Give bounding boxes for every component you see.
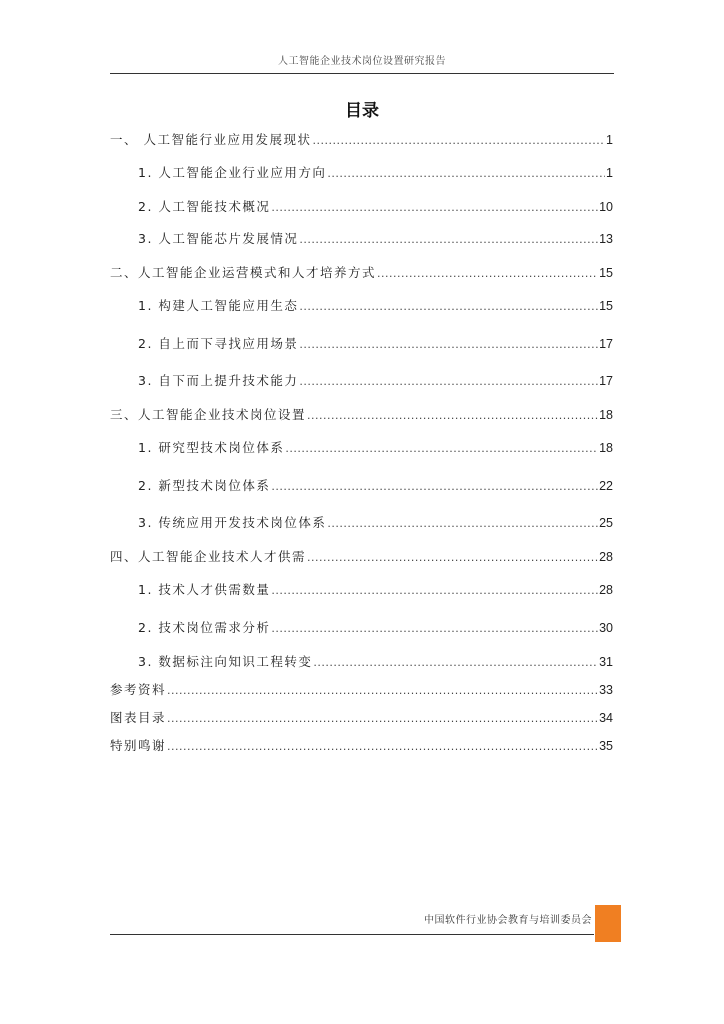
toc-entry-section-1-2[interactable] bbox=[138, 198, 613, 216]
toc-dot-leader bbox=[327, 165, 605, 183]
toc-entry-page: 1 bbox=[606, 166, 613, 180]
toc-entry-page: 15 bbox=[599, 299, 613, 313]
toc-entry-label: 2. 新型技术岗位体系 bbox=[138, 478, 271, 493]
toc-dot-leader bbox=[377, 265, 598, 283]
toc-entry-label: 图表目录 bbox=[110, 710, 167, 725]
toc-dot-leader bbox=[307, 549, 598, 567]
footer-divider bbox=[110, 934, 594, 935]
toc-dot-leader bbox=[271, 582, 598, 600]
toc-entry-page: 33 bbox=[599, 683, 613, 697]
toc-dot-leader bbox=[327, 515, 598, 533]
toc-entry-page: 28 bbox=[599, 550, 613, 564]
toc-entry-page: 18 bbox=[599, 408, 613, 422]
toc-entry-page: 22 bbox=[599, 479, 613, 493]
toc-entry-chapter-1[interactable] bbox=[110, 131, 613, 149]
toc-entry-label: 一、 人工智能行业应用发展现状 bbox=[110, 132, 312, 147]
toc-entry-label: 3. 人工智能芯片发展情况 bbox=[138, 231, 299, 246]
toc-entry-page: 17 bbox=[599, 374, 613, 388]
toc-entry-references[interactable] bbox=[110, 681, 613, 699]
toc-entry-section-2-2[interactable] bbox=[138, 335, 613, 353]
toc-entry-section-1-1[interactable] bbox=[138, 164, 613, 182]
toc-entry-section-2-3[interactable] bbox=[138, 372, 613, 390]
toc-dot-leader bbox=[299, 298, 598, 316]
toc-entry-section-2-1[interactable] bbox=[138, 297, 613, 315]
toc-entry-label: 3. 自下而上提升技术能力 bbox=[138, 373, 299, 388]
toc-entry-page: 15 bbox=[599, 266, 613, 280]
toc-dot-leader bbox=[299, 231, 598, 249]
toc-entry-section-4-2[interactable] bbox=[138, 619, 613, 637]
toc-title: 目录 bbox=[345, 101, 379, 121]
toc-entry-label: 1. 构建人工智能应用生态 bbox=[138, 298, 299, 313]
toc-dot-leader bbox=[307, 407, 598, 425]
page-header-title: 人工智能企业技术岗位设置研究报告 bbox=[278, 56, 446, 67]
toc-entry-section-3-3[interactable] bbox=[138, 514, 613, 532]
toc-dot-leader bbox=[167, 710, 598, 728]
toc-entry-label: 2. 自上而下寻找应用场景 bbox=[138, 336, 299, 351]
toc-dot-leader bbox=[299, 336, 598, 354]
toc-entry-page: 31 bbox=[599, 655, 613, 669]
toc-dot-leader bbox=[285, 440, 598, 458]
footer-accent-block bbox=[595, 905, 621, 942]
toc-entry-chapter-4[interactable] bbox=[110, 548, 613, 566]
toc-entry-page: 34 bbox=[599, 711, 613, 725]
toc-entry-page: 25 bbox=[599, 516, 613, 530]
toc-entry-label: 1. 人工智能企业行业应用方向 bbox=[138, 165, 327, 180]
toc-entry-label: 三、人工智能企业技术岗位设置 bbox=[110, 407, 307, 422]
toc-dot-leader bbox=[167, 738, 598, 756]
toc-dot-leader bbox=[167, 682, 598, 700]
toc-entry-label: 特别鸣谢 bbox=[110, 738, 167, 753]
toc-entry-label: 3. 数据标注向知识工程转变 bbox=[138, 654, 313, 669]
toc-entry-page: 13 bbox=[599, 232, 613, 246]
toc-entry-page: 30 bbox=[599, 621, 613, 635]
toc-entry-page: 18 bbox=[599, 441, 613, 455]
toc-entry-section-3-1[interactable] bbox=[138, 439, 613, 457]
toc-dot-leader bbox=[271, 199, 598, 217]
toc-dot-leader bbox=[312, 132, 605, 150]
toc-dot-leader bbox=[271, 620, 598, 638]
toc-entry-label: 二、人工智能企业运营模式和人才培养方式 bbox=[110, 265, 377, 280]
toc-entry-label: 2. 技术岗位需求分析 bbox=[138, 620, 271, 635]
toc-entry-section-3-2[interactable] bbox=[138, 477, 613, 495]
toc-entry-label: 1. 技术人才供需数量 bbox=[138, 582, 271, 597]
toc-entry-section-4-3[interactable] bbox=[138, 653, 613, 671]
toc-entry-label: 1. 研究型技术岗位体系 bbox=[138, 440, 285, 455]
toc-entry-label: 参考资料 bbox=[110, 682, 167, 697]
toc-entry-acknowledgements[interactable] bbox=[110, 737, 613, 755]
toc-entry-label: 四、人工智能企业技术人才供需 bbox=[110, 549, 307, 564]
toc-entry-page: 10 bbox=[599, 200, 613, 214]
toc-entry-section-4-1[interactable] bbox=[138, 581, 613, 599]
toc-entry-page: 28 bbox=[599, 583, 613, 597]
footer-organization: 中国软件行业协会教育与培训委员会 bbox=[424, 915, 592, 926]
toc-entry-chapter-2[interactable] bbox=[110, 264, 613, 282]
toc-entry-page: 17 bbox=[599, 337, 613, 351]
toc-entry-figure-list[interactable] bbox=[110, 709, 613, 727]
toc-entry-page: 1 bbox=[606, 133, 613, 147]
toc-entry-page: 35 bbox=[599, 739, 613, 753]
toc-entry-label: 3. 传统应用开发技术岗位体系 bbox=[138, 515, 327, 530]
toc-entry-chapter-3[interactable] bbox=[110, 406, 613, 424]
toc-entry-label: 2. 人工智能技术概况 bbox=[138, 199, 271, 214]
toc-dot-leader bbox=[299, 373, 598, 391]
toc-dot-leader bbox=[271, 478, 598, 496]
toc-entry-section-1-3[interactable] bbox=[138, 230, 613, 248]
toc-dot-leader bbox=[313, 654, 598, 672]
